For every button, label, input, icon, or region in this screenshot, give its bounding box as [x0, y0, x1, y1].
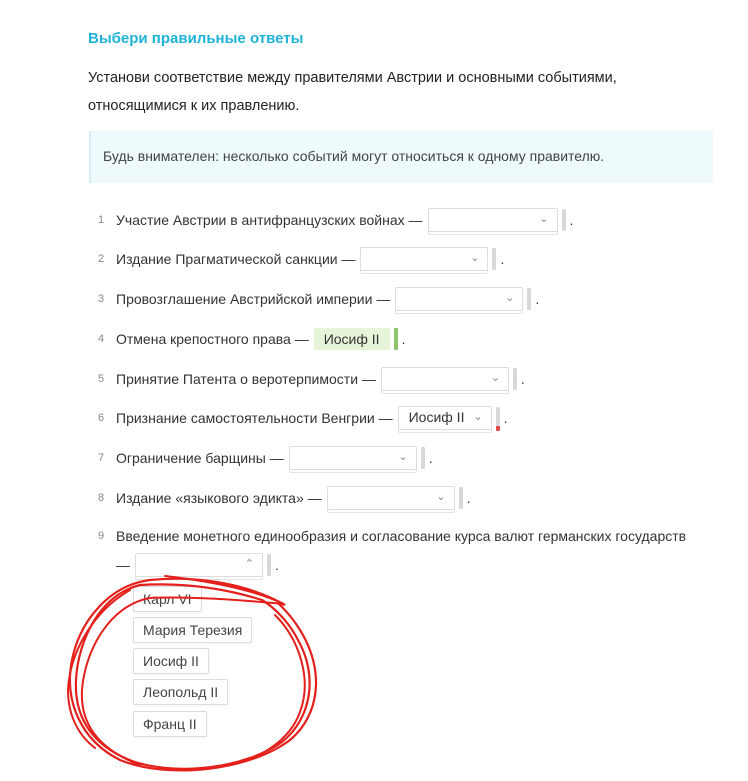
correct-status-bar — [394, 328, 398, 350]
dropdown-option[interactable]: Леопольд II — [133, 679, 228, 705]
error-mark — [496, 426, 500, 431]
answer-select-8[interactable] — [327, 486, 455, 510]
status-bar — [421, 447, 425, 469]
hint-text: Будь внимателен: несколько событий могут относиться к одному правителю. — [103, 148, 605, 164]
task-instruction: Установи соответствие между правителями Австрии и основными событиями, относящимися к их правлению. — [88, 70, 617, 114]
answer-select-1[interactable] — [428, 208, 558, 232]
item-number: 7 — [98, 452, 105, 464]
chevron-down-icon: ⌄ — [539, 213, 549, 225]
item-text: Ограничение барщины — — [116, 450, 284, 466]
dropdown-option[interactable]: Франц II — [133, 711, 207, 737]
answer-select-5[interactable] — [381, 367, 509, 391]
item-number: 4 — [98, 333, 105, 345]
chevron-up-icon: ⌃ — [244, 558, 254, 570]
answer-select-3[interactable] — [395, 287, 523, 311]
answer-select-6[interactable] — [398, 406, 492, 430]
item-text: Провозглашение Австрийской империи — — [116, 291, 391, 307]
answer-select-2[interactable] — [360, 247, 488, 271]
item-text: Введение монетного единообразия и согласование курса валют германских государств — [116, 528, 687, 544]
chevron-down-icon: ⌄ — [436, 491, 446, 503]
item-text: Принятие Патента о веротерпимости — — [116, 371, 376, 387]
selected-value: Иосиф II — [408, 409, 465, 425]
answer-select-9-open[interactable] — [135, 553, 263, 577]
selected-answer[interactable]: Иосиф II — [314, 328, 390, 350]
status-bar — [562, 209, 566, 231]
dropdown-option[interactable]: Иосиф II — [133, 648, 209, 674]
status-bar — [527, 288, 531, 310]
chevron-down-icon: ⌄ — [470, 252, 480, 264]
item-text: Издание Прагматической санкции — — [116, 251, 356, 267]
item-number: 9 — [98, 530, 105, 542]
item-text-cont: — — [116, 557, 130, 573]
status-bar — [492, 248, 496, 270]
chevron-down-icon: ⌄ — [473, 411, 483, 423]
error-status-bar — [496, 407, 500, 429]
page-title: Выбери правильные ответы — [88, 30, 304, 47]
hint-box — [89, 131, 713, 183]
chevron-down-icon: ⌄ — [505, 292, 515, 304]
item-number: 5 — [98, 373, 105, 385]
status-bar — [459, 487, 463, 509]
chevron-down-icon: ⌄ — [490, 372, 500, 384]
item-number: 8 — [98, 492, 105, 504]
item-number: 1 — [98, 214, 105, 226]
item-number: 2 — [98, 253, 105, 265]
item-text: Признание самостоятельности Венгрии — — [116, 410, 393, 426]
item-number: 6 — [98, 412, 105, 424]
answer-select-7[interactable] — [289, 446, 417, 470]
chevron-down-icon: ⌄ — [398, 451, 408, 463]
dropdown-option[interactable]: Мария Терезия — [133, 617, 252, 643]
item-text: Участие Австрии в антифранцузских войнах — — [116, 212, 423, 228]
item-text: Отмена крепостного права — — [116, 331, 309, 347]
item-text: Издание «языкового эдикта» — — [116, 490, 322, 506]
dropdown-option[interactable]: Карл VI — [133, 586, 202, 612]
item-number: 3 — [98, 293, 105, 305]
status-bar — [513, 368, 517, 390]
status-bar — [267, 554, 271, 576]
